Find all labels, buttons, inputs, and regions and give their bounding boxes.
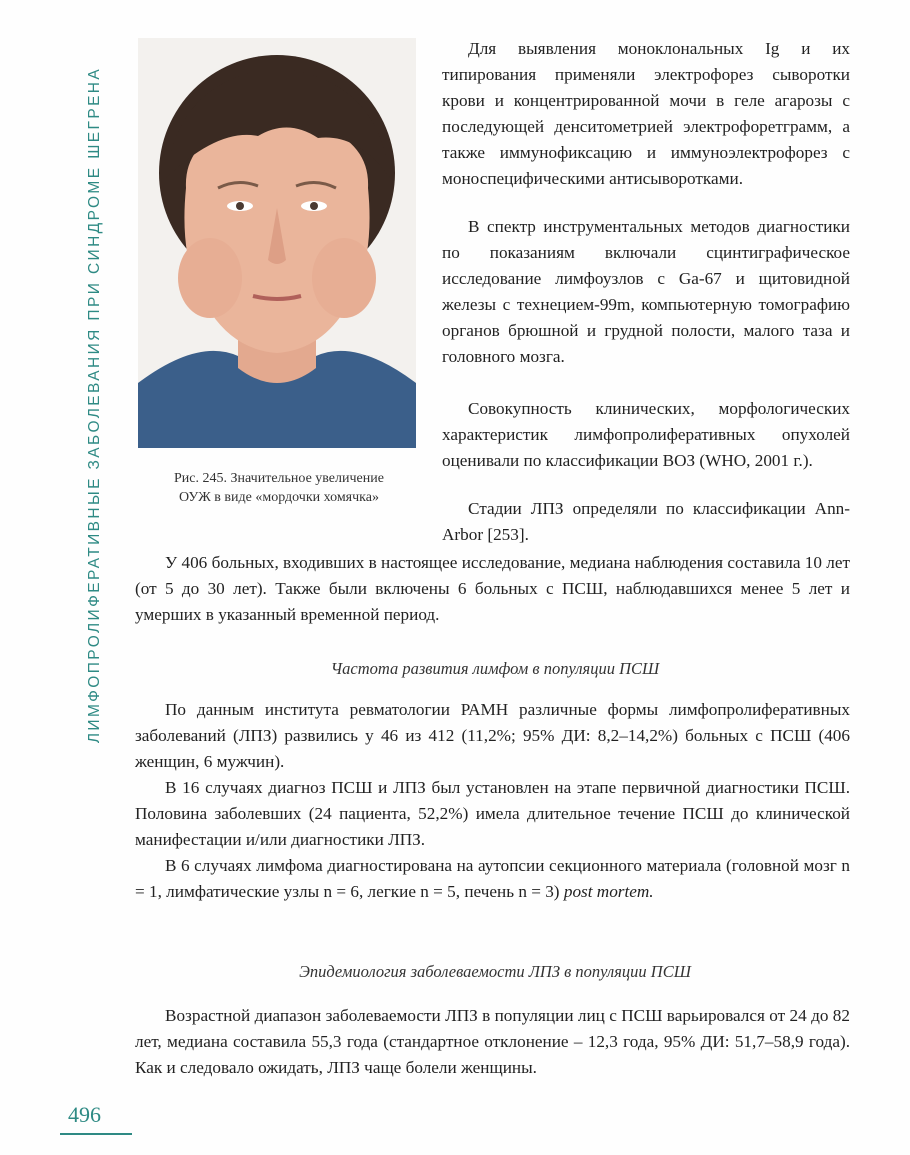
paragraph-observation: У 406 больных, входивших в настоящее исследование, медиана наблюдения составила 10 лет (от 5 до 30 лет). Также были включены 6 больных с ПСШ, наблюдавшихся менее 5 лет и умерших в указанный временной период. — [135, 553, 850, 624]
section-heading-epidemiology: Эпидемиология заболеваемости ЛПЗ в популяции ПСШ — [299, 962, 691, 981]
caption-line-1: Рис. 245. Значительное увеличение — [174, 471, 384, 486]
caption-line-2: ОУЖ в виде «мордочки хомячка» — [179, 490, 379, 505]
paragraph-ramn-data: По данным института ревматологии РАМН различные формы лимфопролиферативных заболеваний (ЛПЗ) развились у 46 из 412 (11,2%; 95% ДИ: 8,2–14,2%) больных с ПСШ (406 женщин, 6 мужчин). — [135, 700, 850, 771]
paragraph-primary-diagnosis: В 16 случаях диагноз ПСШ и ЛПЗ был установлен на этапе первичной диагностики ПСШ. Половина заболевших (24 пациента, 52,2%) имела длительное течение ПСШ до клинической манифестации и/или диагностики ЛПЗ. — [135, 778, 850, 849]
post-mortem-term: post mortem. — [563, 882, 654, 901]
paragraph-autopsy — [135, 853, 850, 905]
autopsy-text: В 6 случаях лимфома диагностирована на аутопсии секционного материала (головной мозг n = 1, лимфатические узлы n = 6, легкие n = 5, печень n = 3) — [135, 856, 850, 901]
paragraph-staging: Стадии ЛПЗ определяли по классификации Ann-Arbor [253]. — [442, 499, 850, 544]
section-heading-lymphoma-frequency: Частота развития лимфом в популяции ПСШ — [330, 659, 660, 678]
paragraph-age-range: Возрастной диапазон заболеваемости ЛПЗ в популяции лиц с ПСШ варьировался от 24 до 82 лет, медиана составила 55,3 года (стандартное отклонение – 12,3 года, 95% ДИ: 51,7–58,9 года). Как и следовало ожидать, ЛПЗ чаще болели женщины. — [135, 1006, 850, 1077]
page-number: 496 — [68, 1102, 101, 1127]
paragraph-classification: Совокупность клинических, морфологических характеристик лимфопролиферативных опухолей оценивали по классификации ВОЗ (WHO, 2001 г.). — [442, 399, 850, 470]
paragraph-instrumental-methods: В спектр инструментальных методов диагностики по показаниям включали сцинтиграфическое исследование лимфоузлов с Ga-67 и щитовидной железы с технецием-99m, компьютерную томографию органов брюшной и грудной полости, малого таза и головного мозга. — [442, 217, 850, 366]
patient-photo — [138, 38, 416, 448]
paragraph-electrophoresis: Для выявления моноклональных Ig и их типирования применяли электрофорез сыворотки крови и концентрированной мочи в геле агарозы с последующей денситометрией электрофоретграмм, а также иммунофиксацию и иммуноэлектрофорез с моноспецифическими антисыворотками. — [442, 39, 850, 188]
page-number-rule — [60, 1133, 132, 1135]
figure-caption — [135, 469, 423, 507]
running-head: ЛИМФОПРОЛИФЕРАТИВНЫЕ ЗАБОЛЕВАНИЯ ПРИ СИНДРОМЕ ШЕГРЕНА — [86, 66, 103, 744]
